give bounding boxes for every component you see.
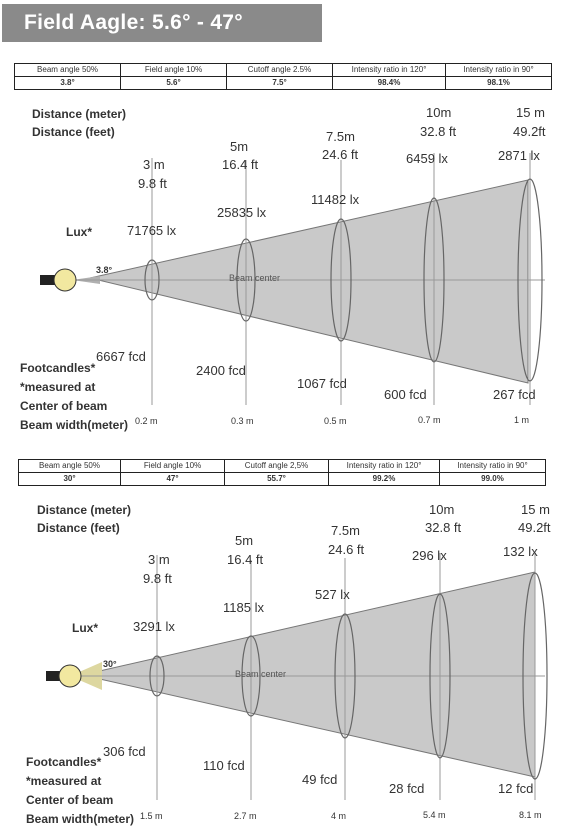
lux-value-4: 6459 lx [406,151,448,166]
beam-center-label: Beam center [235,669,287,679]
lux-value-3: 11482 lx [311,192,360,207]
spec-value-cutoff-angle: 55.7° [225,473,329,486]
page-title: Field Aagle: 5.6° - 47° [2,4,322,42]
lamp-icon [59,665,81,687]
distance-m-5: 15 m [521,502,550,517]
distance-m-3: 7.5m [326,129,355,144]
spec-header-ratio-90: Intensity ratio in 90° [440,460,546,473]
beam-width-value-1: 0.2 m [135,416,158,426]
beam-width-value-5: 1 m [514,415,530,425]
lux-label: Lux* [66,225,93,239]
distance-meter-label: Distance (meter) [32,107,127,121]
spec-header-beam-angle: Beam angle 50% [15,64,121,77]
lux-value-2: 1185 lx [223,600,264,615]
beam-width-value-4: 5.4 m [423,810,446,820]
spec-header-beam-angle: Beam angle 50% [19,460,121,473]
spec-value-ratio-90: 99.0% [440,473,546,486]
distance-ft-3: 24.6 ft [328,542,365,557]
distance-meter-label: Distance (meter) [37,503,132,517]
spec-value-field-angle: 5.6° [121,77,227,90]
beam-width-label: Beam width(meter) [26,812,135,826]
spec-header-cutoff-angle: Cutoff angle 2,5% [225,460,329,473]
distance-feet-label: Distance (feet) [32,125,115,139]
spec-header-ratio-90: Intensity ratio in 90° [446,64,552,77]
spec-value-beam-angle: 3.8° [15,77,121,90]
beam-center-label: Beam center [229,273,281,283]
beam-width-label: Beam width(meter) [20,418,129,432]
distance-ft-4: 32.8 ft [425,520,462,535]
measured-label: *measured at [26,774,102,788]
distance-m-2: 5m [235,533,254,548]
fcd-value-2: 110 fcd [203,758,245,773]
lux-value-1: 3291 lx [133,619,175,634]
spec-value-ratio-120: 99.2% [329,473,440,486]
spec-value-cutoff-angle: 7.5° [227,77,333,90]
lux-value-4: 296 lx [412,548,447,563]
spec-value-ratio-90: 98.1% [446,77,552,90]
spec-value-field-angle: 47° [121,473,225,486]
distance-ft-5: 49.2ft [513,124,546,139]
fcd-value-4: 28 fcd [389,781,425,796]
lux-value-5: 2871 lx [498,148,540,163]
beam-width-value-1: 1.5 m [140,811,163,821]
distance-m-5: 15 m [516,105,545,120]
beam-angle-label: 30° [103,659,117,669]
fcd-value-1: 6667 fcd [96,349,146,364]
distance-feet-label: Distance (feet) [37,521,120,535]
beam-angle-label: 3.8° [96,265,113,275]
fcd-value-3: 1067 fcd [297,376,347,391]
distance-ft-4: 32.8 ft [420,124,457,139]
fcd-value-1: 306 fcd [103,744,146,759]
lux-label: Lux* [72,621,99,635]
beam-width-value-3: 0.5 m [324,416,347,426]
distance-ft-1: 9.8 ft [138,176,167,191]
footcandles-label: Footcandles* [26,755,102,769]
fcd-value-3: 49 fcd [302,772,338,787]
spec-value-beam-angle: 30° [19,473,121,486]
distance-ft-2: 16.4 ft [227,552,264,567]
center-of-beam-label: Center of beam [20,399,108,413]
fcd-value-2: 2400 fcd [196,363,246,378]
distance-m-3: 7.5m [331,523,360,538]
measured-label: *measured at [20,380,96,394]
fcd-value-5: 12 fcd [498,781,534,796]
spec-header-ratio-120: Intensity ratio in 120° [329,460,440,473]
distance-ft-3: 24.6 ft [322,147,359,162]
lux-value-3: 527 lx [315,587,350,602]
beam-width-value-3: 4 m [331,811,347,821]
fcd-value-4: 600 fcd [384,387,427,402]
fcd-value-5: 267 fcd [493,387,536,402]
distance-m-2: 5m [230,139,249,154]
distance-m-4: 10m [429,502,455,517]
spec-header-ratio-120: Intensity ratio in 120° [333,64,446,77]
distance-ft-1: 9.8 ft [143,571,172,586]
distance-m-4: 10m [426,105,452,120]
lux-value-5: 132 lx [503,544,538,559]
distance-m-1: 3 m [143,157,165,172]
center-of-beam-label: Center of beam [26,793,114,807]
beam-width-value-2: 0.3 m [231,416,254,426]
distance-ft-5: 49.2ft [518,520,551,535]
spec-value-ratio-120: 98.4% [333,77,446,90]
distance-ft-2: 16.4 ft [222,157,259,172]
beam-width-value-2: 2.7 m [234,811,257,821]
spec-header-field-angle: Field angle 10% [121,460,225,473]
beam-width-value-5: 8.1 m [519,810,542,820]
spec-header-cutoff-angle: Cutoff angle 2.5% [227,64,333,77]
lux-value-1: 71765 lx [127,223,177,238]
lux-value-2: 25835 lx [217,205,267,220]
beam-width-value-4: 0.7 m [418,415,441,425]
distance-m-1: 3 m [148,552,170,567]
footcandles-label: Footcandles* [20,361,96,375]
spec-header-field-angle: Field angle 10% [121,64,227,77]
